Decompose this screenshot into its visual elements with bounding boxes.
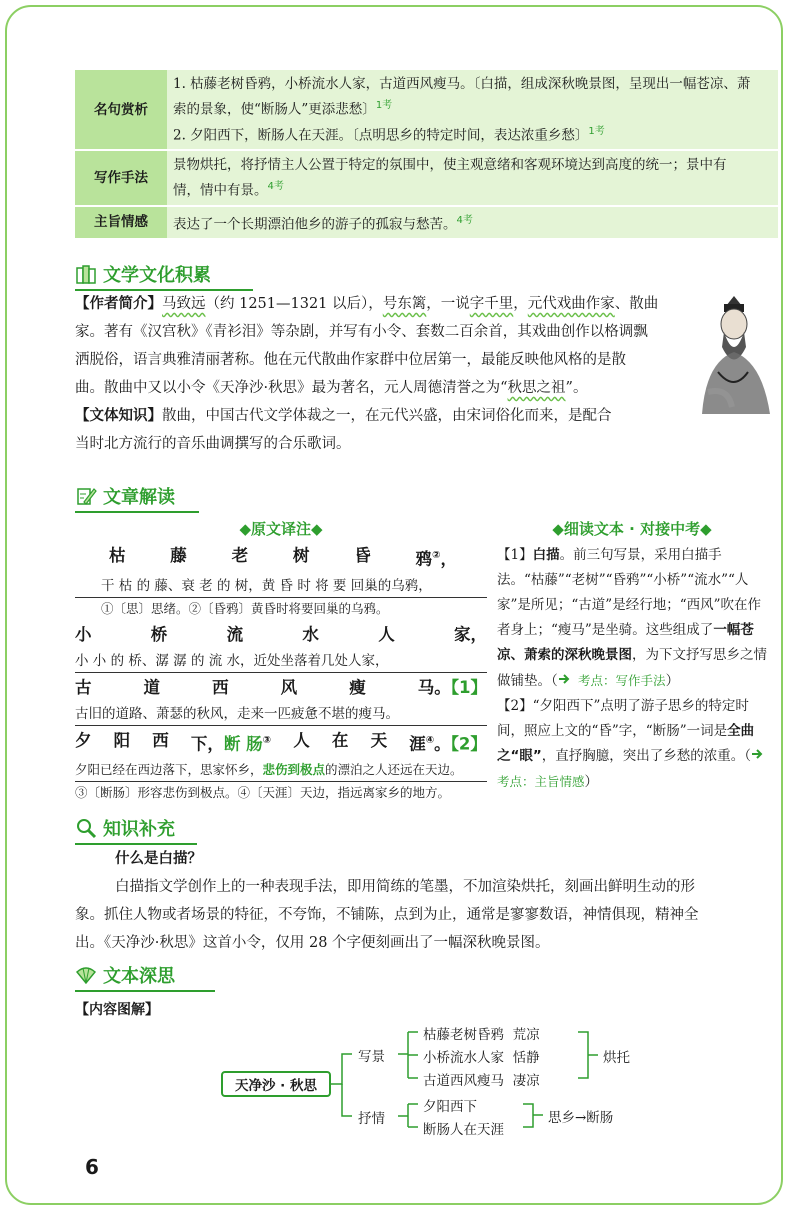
author-intro (75, 290, 685, 458)
exam-mark: 1考 (588, 125, 605, 137)
text-span: 散曲，中国古代文学体裁之一，在元代兴盛，由宋词俗化而来，是配合 (162, 408, 612, 424)
text-span: ，为下文抒写思乡之情做铺垫。 (497, 647, 767, 689)
orig-char: 流 (226, 624, 244, 644)
punct: ， (470, 624, 487, 644)
magnifier-icon (75, 817, 97, 839)
author-name: 马致远 (162, 296, 206, 312)
section-title: 文学文化积累 (103, 265, 211, 286)
text-span: ，直抒胸臆，突出了乡愁的浓重。 (541, 748, 745, 764)
diagram-item: 小桥流水人家 恬静 (423, 1050, 540, 1066)
exam-mark: 1考 (375, 100, 393, 111)
orig-char: 古 (75, 677, 92, 697)
tag-label: 【作者简介】 (75, 296, 162, 312)
author-zi: 字千里 (469, 296, 514, 312)
orig-char: 鸦 (415, 549, 432, 569)
orig-char: 昏 (354, 546, 371, 565)
diagram-result: 思乡→断肠 (548, 1110, 614, 1126)
punct: 。 (434, 677, 451, 697)
orig-char: 瘦 (349, 677, 366, 697)
tag-label: 【文体知识】 (75, 408, 162, 424)
orig-char: 树 (292, 546, 310, 565)
table-row (75, 150, 778, 206)
translation-column (75, 517, 487, 804)
orig-char: 藤 (170, 546, 187, 565)
point-hand-icon (558, 673, 574, 685)
section-title: 文本深思 (103, 966, 175, 987)
punct: ， (440, 549, 457, 569)
exam-mark: 4考 (456, 214, 473, 226)
text-line: 2. 夕阳西下，断肠人在天涯。〔点明思乡的特定时间，表达浓重乡愁〕 (173, 127, 589, 143)
text-span: 夕阳已经在西边落下，思家怀乡， (75, 762, 263, 777)
orig-char: 涯 (409, 734, 426, 753)
table-row (75, 206, 778, 240)
orig-char: 西 (212, 677, 229, 697)
text-line: 景物烘托，将抒情主人公置于特定的氛围中，使主观意绪和客观环境达到高度的统一；景中有 (173, 157, 727, 173)
row-label: 写作手法 (75, 150, 167, 206)
text-line: 洒脱俗，语言典雅清丽著称。他在元代散曲作家群中位居第一，最能反映他风格的是散 (75, 352, 626, 368)
section-underline (75, 511, 199, 513)
pen-paper-icon (75, 485, 97, 507)
text-span: ”。 (565, 380, 588, 396)
column-heading: ◆原文译注◆ (239, 520, 323, 538)
question: 什么是白描？ (115, 851, 202, 867)
text-line: 家。著有《汉宫秋》《青衫泪》等杂剧，并写有小令、套数二百余首，其戏曲创作以格调飘 (75, 324, 648, 340)
section-title: 文章解读 (103, 487, 175, 508)
orig-char: 风 (280, 677, 298, 697)
row-content (167, 150, 778, 206)
title-honor: 秋思之祖 (507, 380, 566, 396)
punct: 。 (434, 734, 451, 753)
text-line: 当时北方流行的音乐曲调撰写的合乐歌词。 (75, 436, 351, 452)
text-line: 表达了一个长期漂泊他乡的游子的孤寂与愁苦。 (173, 216, 457, 232)
fan-icon (75, 964, 97, 986)
close-reading-column: ◆细读文本 · 对接中考◆ 【1】白描。前三句写景，采用白描手法。“枯藤”“老树”“昏鸦”“小桥”“流水”“人家”是所见；“古道”是经行地；“西风”吹在作者身上；“瘦马”是坐骑。这些组成了一幅苍凉、萧索的深秋晚景图，为下文抒写思乡之情做铺垫。（ 考点：写作手法） 【2】“夕阳西下”点明了游子思乡的特定时间，照应上文的“昏”字，“断肠”一词是全曲之“眼”，直抒胸臆，突出了乡愁的浓重。（ 考点：主旨情感） (497, 517, 767, 795)
row-label: 名句赏析 (75, 70, 167, 150)
diagram-root: 天净沙 · 秋思 (221, 1071, 331, 1097)
diagram-item: 古道西风瘦马 凄凉 (423, 1073, 540, 1089)
text-span: 的漂泊之人还远在天边。 (325, 762, 463, 777)
exam-point: 考点：写作手法 (578, 673, 666, 688)
text-line: 1. 枯藤老树昏鸦，小桥流水人家，古道西风瘦马。〔白描，组成深秋晚景图，呈现出一幅苍凉、萧 (173, 76, 751, 92)
orig-char: 道 (143, 677, 161, 697)
diagram-branch: 抒情 (358, 1111, 385, 1127)
text-span: （约 1251—1321 以后）， (205, 296, 383, 312)
diagram-item: 断肠人在天涯 (423, 1122, 504, 1138)
footnote: ③〔断肠〕形容悲伤到极点。④〔天涯〕天边，指远离家乡的地方。 (75, 785, 451, 800)
orig-char: 小 (75, 624, 92, 644)
orig-char: 老 (231, 546, 249, 565)
exam-mark: 4考 (267, 181, 284, 192)
page-number: 6 (85, 1155, 99, 1179)
section-title: 知识补充 (103, 819, 175, 840)
summary-table (75, 70, 778, 240)
section-underline (75, 990, 215, 992)
original-line-3 (75, 673, 487, 703)
table-row (75, 70, 778, 150)
original-line-1: 枯 藤 老 树 昏 鸦②， (75, 541, 487, 575)
annotation-marker: 【2】 (450, 734, 487, 753)
text-line: 象。抓住人物或者场景的特征，不夸饰，不铺陈，点到为止，通常是寥寥数语，神情俱现，精神全 (75, 907, 699, 923)
translation-line: 小 小 的 桥、潺 潺 的 流 水，近处坐落着几处人家， (75, 650, 487, 673)
text-span: ，一说 (426, 296, 470, 312)
highlight-phrase: 悲伤到极点 (262, 762, 326, 777)
orig-char: 人 (378, 624, 395, 644)
text-line: 白描指文学创作上的一种表现手法，即用简练的笔墨，不加渲染烘托，刻画出鲜明生动的形 (115, 879, 695, 895)
author-role: 元代戏曲作家 (527, 296, 615, 312)
section-heading-reading (75, 483, 175, 509)
orig-char: 天 (370, 730, 388, 750)
original-line-4: 夕 阳 西 下，断 肠③ 人 在 天 涯④。【2】 (75, 726, 487, 760)
text-span: 。前三句写景，采用白描手法。“枯藤”“老树”“昏鸦”“小桥”“流水”“人家”是所见；“古道”是经行地；“西风”吹在作者身上；“瘦马”是坐骑。这些组成了 (497, 547, 762, 638)
key-term: 白描 (532, 547, 560, 563)
row-label: 主旨情感 (75, 206, 167, 240)
highlight-word: 断 肠 (223, 734, 263, 753)
row-content (167, 206, 778, 240)
knowledge-text (75, 845, 780, 957)
text-line: 情，情中有景。 (173, 182, 268, 199)
row-content (167, 70, 778, 150)
books-icon (75, 263, 97, 285)
translation-line: 干 枯 的 藤、衰 老 的 树，黄 昏 时 将 要 回巢的乌鸦， (75, 575, 487, 598)
orig-char: 马 (417, 677, 435, 697)
translation-line: 古旧的道路、萧瑟的秋风，走来一匹疲惫不堪的瘦马。 (75, 703, 487, 726)
diagram-label: 【内容图解】 (75, 1002, 159, 1018)
section-heading-literature (75, 261, 211, 287)
orig-char: 夕 (75, 730, 92, 750)
text-span: 【2】“夕阳西下”点明了游子思乡的特定时间，照应上文的“昏”字，“断肠”一词是 (497, 698, 749, 739)
key-term: 全曲之“眼” (497, 723, 755, 764)
text-span: ， (513, 296, 528, 312)
orig-char: 在 (331, 730, 349, 750)
author-hao: 号东篱 (382, 296, 427, 312)
text-line: 出。《天净沙·秋思》这首小令，仅用 28 个字便刻画出了一幅深秋晚景图。 (75, 935, 550, 951)
diagram-item: 夕阳西下 (423, 1099, 477, 1115)
footnote: ①〔思〕思绪。②〔昏鸦〕黄昏时将要回巢的乌鸦。 (101, 600, 389, 616)
original-line-2 (75, 620, 487, 650)
orig-char: 西 (152, 730, 169, 750)
orig-char: 家 (453, 624, 471, 644)
punct: ， (207, 734, 224, 753)
text-span: 、散曲 (614, 296, 659, 312)
orig-char: 人 (293, 730, 310, 750)
point-hand-icon (751, 748, 767, 760)
author-portrait (688, 292, 780, 414)
text-span: 曲。散曲中又以小令《天净沙·秋思》最为著名，元人周德清誉之为“ (75, 380, 508, 396)
orig-char: 桥 (150, 624, 168, 644)
column-heading: ◆细读文本 · 对接中考◆ (552, 520, 712, 538)
text-span: 【1】 (497, 547, 533, 563)
section-heading-knowledge (75, 815, 175, 841)
section-heading-reflection (75, 962, 175, 988)
text-line: 索的景象，使“断肠人”更添悲愁〕 (173, 101, 376, 118)
annotation-marker: 【1】 (450, 677, 487, 697)
orig-char: 阳 (113, 730, 131, 750)
orig-char: 水 (302, 624, 319, 644)
diagram-result: 烘托 (603, 1050, 630, 1066)
orig-char: 枯 (109, 546, 126, 565)
diagram-branch: 写景 (358, 1049, 385, 1065)
exam-point: 考点：主旨情感 (497, 774, 585, 789)
key-term: 一幅苍凉、萧索的深秋晚景图 (497, 622, 754, 663)
orig-char: 下 (190, 734, 208, 753)
diagram-item: 枯藤老树昏鸦 荒凉 (423, 1027, 540, 1043)
